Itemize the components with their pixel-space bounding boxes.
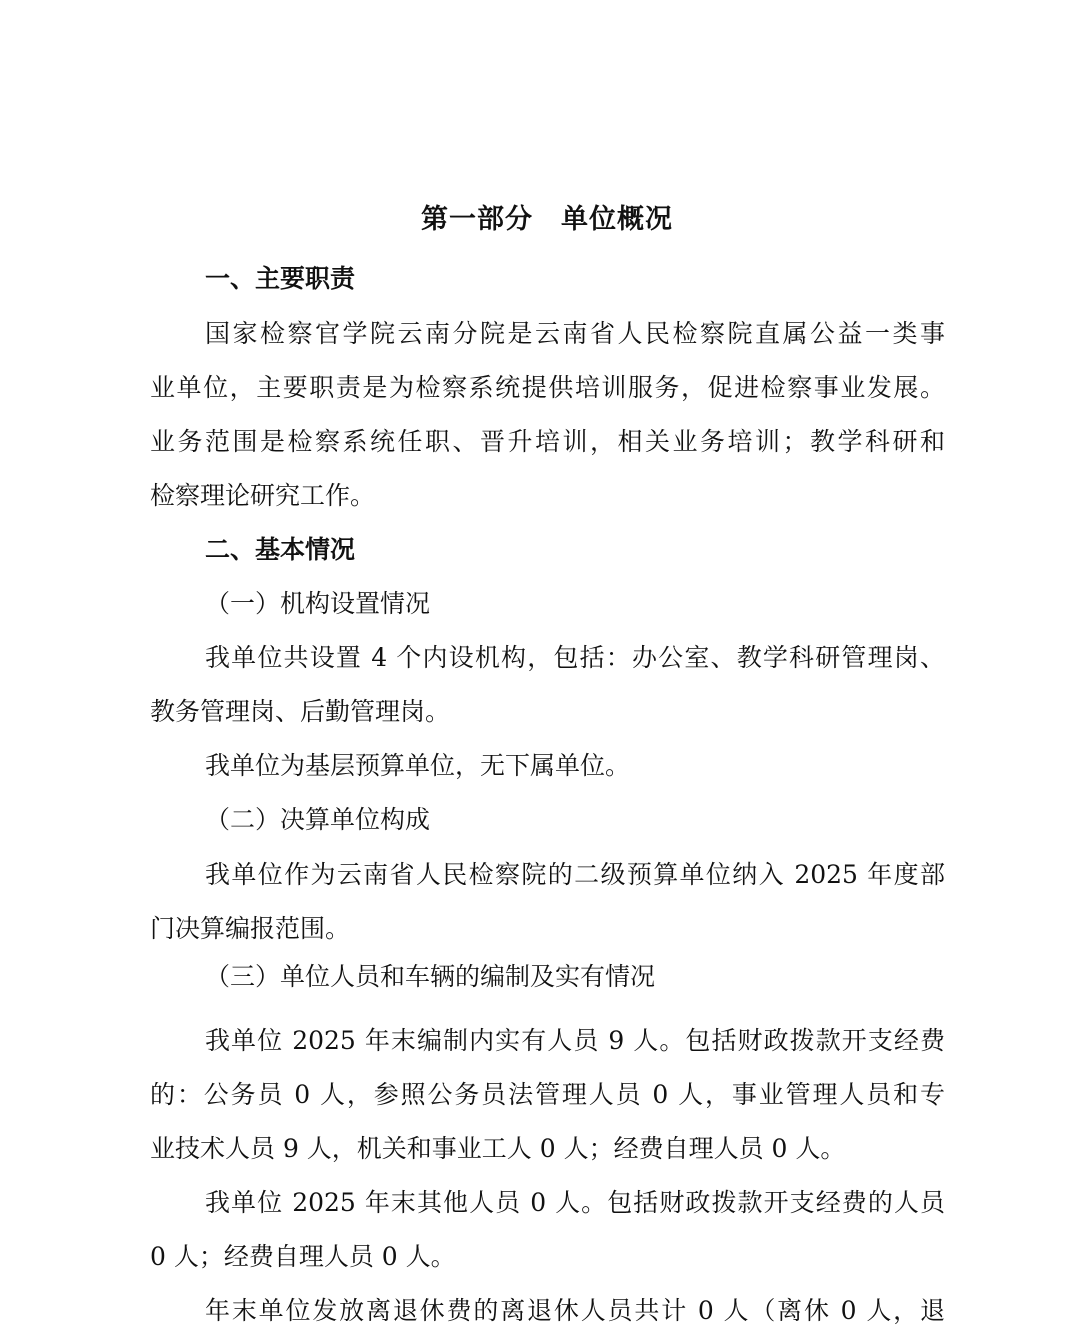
subsection-heading: （二）决算单位构成 (205, 805, 431, 834)
paragraph-line: 我单位 2025 年末其他人员 0 人。包括财政拨款开支经费的人员 (205, 1188, 945, 1217)
paragraph-line: 年末单位发放离退休费的离退休人员共计 0 人（离休 0 人，退 (205, 1296, 945, 1325)
paragraph-line: 0 人；经费自理人员 0 人。 (150, 1242, 456, 1271)
paragraph-line: 我单位共设置 4 个内设机构，包括：办公室、教学科研管理岗、 (205, 643, 945, 672)
paragraph-line: 业务范围是检察系统任职、晋升培训，相关业务培训；教学科研和 (150, 427, 945, 456)
paragraph-line: 检察理论研究工作。 (150, 481, 376, 510)
paragraph-line: 教务管理岗、后勤管理岗。 (150, 697, 451, 726)
paragraph-line: 国家检察官学院云南分院是云南省人民检察院直属公益一类事 (205, 319, 945, 348)
paragraph-line: 我单位为基层预算单位，无下属单位。 (205, 751, 631, 780)
paragraph-line: 我单位作为云南省人民检察院的二级预算单位纳入 2025 年度部 (205, 860, 945, 889)
paragraph-line: 我单位 2025 年末编制内实有人员 9 人。包括财政拨款开支经费 (205, 1026, 945, 1055)
paragraph-line: 业单位，主要职责是为检察系统提供培训服务，促进检察事业发展。 (150, 373, 945, 402)
subsection-heading: （一）机构设置情况 (205, 589, 431, 618)
section-heading-basic: 二、基本情况 (205, 535, 356, 564)
paragraph-line: 的：公务员 0 人，参照公务员法管理人员 0 人，事业管理人员和专 (150, 1080, 945, 1109)
paragraph-line: 业技术人员 9 人，机关和事业工人 0 人；经费自理人员 0 人。 (150, 1134, 846, 1163)
section-heading-duties: 一、主要职责 (205, 264, 356, 293)
subsection-heading: （三）单位人员和车辆的编制及实有情况 (205, 962, 656, 991)
page-title: 第一部分 单位概况 (421, 204, 673, 235)
paragraph-line: 门决算编报范围。 (150, 914, 351, 943)
